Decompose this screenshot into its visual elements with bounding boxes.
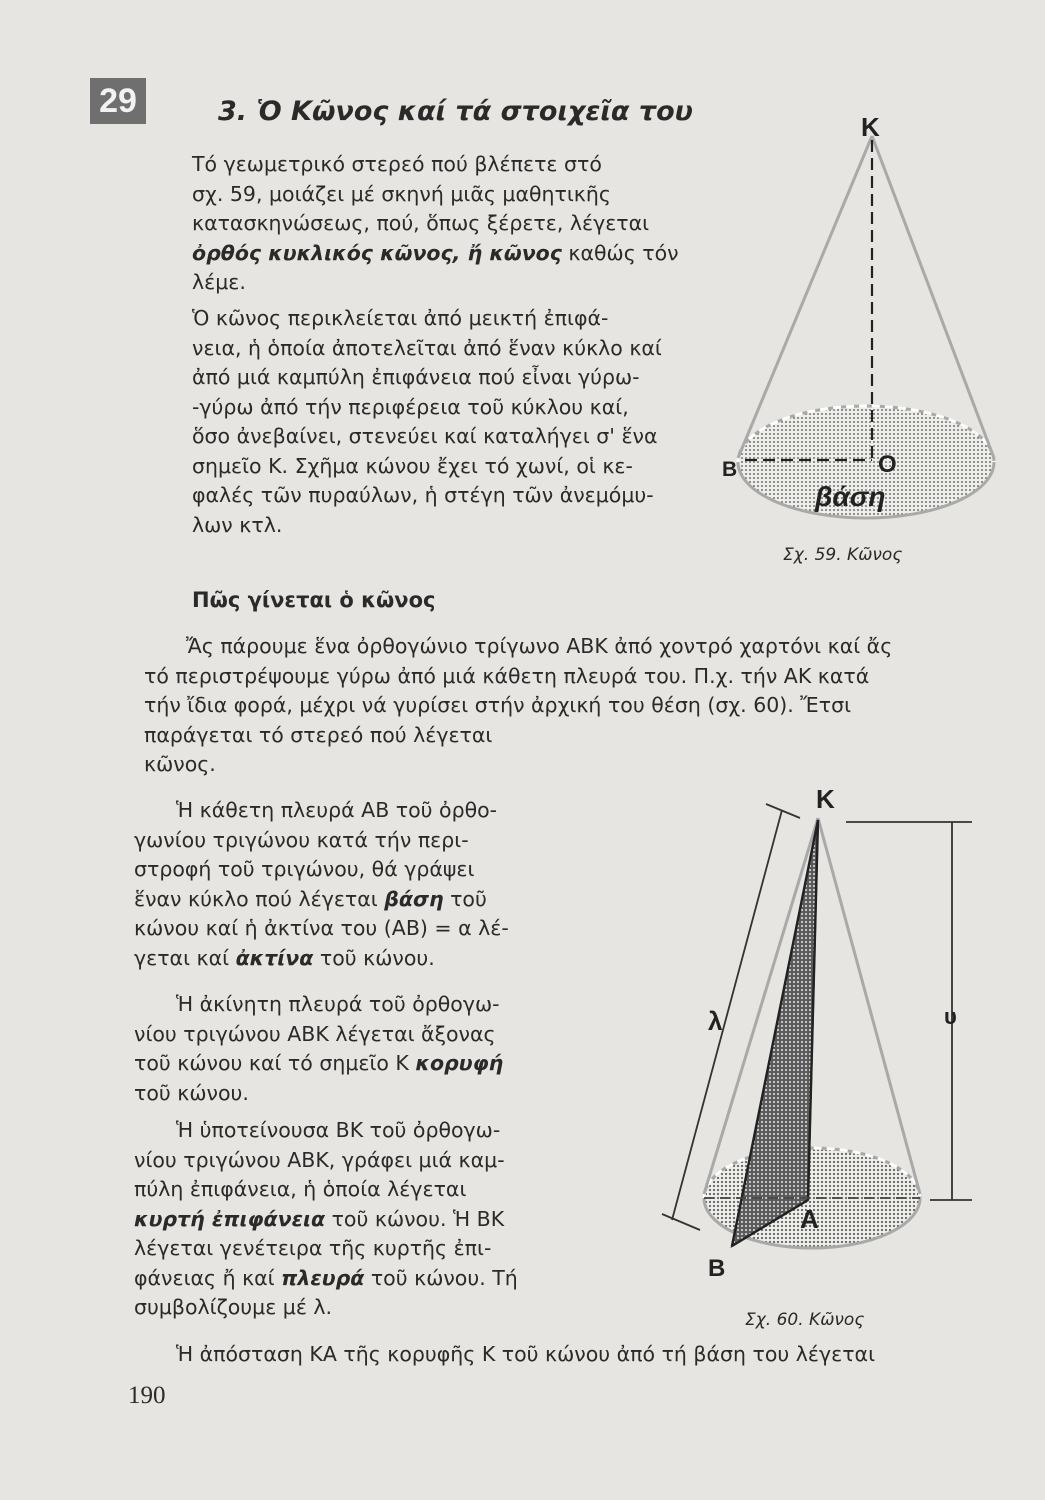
paragraph-line: πύλη ἐπιφάνεια, ἡ ὁποία λέγεται [134,1177,467,1201]
paragraph-line: τήν ἴδια φορά, μέχρι νά γυρίσει στήν ἀρχική του θέση (σχ. 60). Ἔτσι [144,693,851,717]
term-base: βάση [384,886,444,911]
paragraph-line: κῶνος. [144,752,216,776]
figure-59-b-label: Β [722,458,738,481]
paragraph-line: ἕναν κύκλο πού λέγεται βάση τοῦ [134,886,487,911]
cone-60-right-side [818,818,920,1194]
figure-59-caption: Σχ. 59. Κῶνος [783,545,903,565]
paragraph-line: Ἄς πάρουμε ἕνα ὀρθογώνιο τρίγωνο ΑΒΚ ἀπό χοντρό χαρτόνι καί ἄς [186,634,893,658]
paragraph-line: Ἡ κάθετη πλευρά ΑΒ τοῦ ὀρθο- [176,798,498,822]
figure-60-u-label: υ [944,1004,957,1029]
paragraph-line: Ἡ ἀκίνητη πλευρά τοῦ ὀρθογω- [176,992,500,1016]
term-apex: κορυφή [415,1051,504,1075]
subsection-title: Πῶς γίνεται ὁ κῶνος [192,588,436,612]
term-lateral-surface: κυρτή ἐπιφάνεια [134,1206,326,1231]
intro-line: λέμε. [192,270,246,294]
paragraph-line: τοῦ κώνου. [134,1080,249,1105]
paragraph-line: στροφή τοῦ τριγώνου, θά γράψει [134,857,475,881]
figure-60-lambda-label: λ [708,1006,723,1036]
paragraph-line: λων κτλ. [192,512,283,537]
page-number: 190 [128,1382,166,1409]
paragraph-line: ἀπό μιά καμπύλη ἐπιφάνεια πού εἶναι γύρω- [192,365,640,389]
section-title: 3. Ὁ Κῶνος καί τά στοιχεῖα του [218,96,693,127]
paragraph-line: Ἡ ὑποτείνουσα ΒΚ τοῦ ὀρθογω- [176,1118,501,1142]
paragraph-line: λέγεται γενέτειρα τῆς κυρτῆς ἐπι- [134,1236,492,1260]
paragraph-line: γωνίου τριγώνου κατά τήν περι- [134,827,469,852]
figure-60-caption: Σχ. 60. Κῶνος [745,1310,865,1330]
slant-dimension-tick-bottom [662,1214,700,1230]
paragraph-line: φαλές τῶν πυραύλων, ἡ στέγη τῶν ἀνεμόμυ- [192,483,654,507]
paragraph-line: κώνου καί ἡ ἀκτίνα του (ΑΒ) = α λέ- [134,916,509,940]
paragraph-line: -γύρω ἀπό τήν περιφέρεια τοῦ κύκλου καί, [192,394,629,419]
intro-line: σχ. 59, μοιάζει μέ σκηνή μιᾶς μαθητικῆς [192,181,611,206]
lesson-number-badge: 29 [90,78,146,124]
paragraph-line: νίου τριγώνου ΑΒΚ λέγεται ἄξονας [134,1021,496,1046]
paragraph-line: γεται καί ἀκτίνα τοῦ κώνου. [134,945,435,970]
paragraph-line: νίου τριγώνου ΑΒΚ, γράφει μιά καμ- [134,1147,505,1172]
figure-60-a-label: Α [800,1204,819,1234]
paragraph-line: τοῦ κώνου καί τό σημεῖο Κ κορυφή [134,1051,504,1075]
figure-59-apex-label: Κ [861,112,880,142]
figure-59-o-label: Ο [878,451,897,478]
height-paragraph: Ἡ ἀπόσταση ΚΑ τῆς κορυφῆς Κ τοῦ κώνου ἀπό τή βάση του λέγεται [176,1342,876,1366]
paragraph-line: Ὁ κῶνος περικλείεται ἀπό μεικτή ἐπιφά- [192,306,609,330]
figure-59-base-label: βάση [815,481,886,512]
cone-60-drawing [662,784,972,1282]
paragraph-line: κυρτή ἐπιφάνεια τοῦ κώνου. Ἡ ΒΚ [134,1206,505,1231]
paragraph-line: σημεῖο Κ. Σχῆμα κώνου ἔχει τό χωνί, οἱ κε- [192,453,633,478]
figure-60-apex-label: Κ [816,784,835,814]
paragraph-line: φάνειας ἤ καί πλευρά τοῦ κώνου. Τή [134,1265,518,1290]
paragraph-line: συμβολίζουμε μέ λ. [134,1295,333,1319]
paragraph-line: τό περιστρέψουμε γύρω ἀπό μιά κάθετη πλευρά του. Π.χ. τήν ΑΚ κατά [144,663,870,688]
term-radius: ἀκτίνα [235,945,314,970]
cone-definition-term: ὀρθός κυκλικός κῶνος, ἤ κῶνος [192,240,562,265]
intro-line: ὀρθός κυκλικός κῶνος, ἤ κῶνος καθώς τόν [192,240,679,265]
paragraph-line: παράγεται τό στερεό πού λέγεται [144,722,493,747]
figure-60-b-label: Β [708,1255,726,1282]
term-slant-side: πλευρά [281,1265,365,1290]
slant-dimension-tick-top [766,804,800,818]
paragraph-line: ὅσο ἀνεβαίνει, στενεύει καί καταλήγει σ' ἕνα [192,424,658,448]
intro-line: κατασκηνώσεως, πού, ὅπως ξέρετε, λέγεται [192,211,650,235]
paragraph-line: νεια, ἡ ὁποία ἀποτελεῖται ἀπό ἕναν κύκλο καί [192,335,662,360]
intro-line: Τό γεωμετρικό στερεό πού βλέπετε στό [192,152,602,176]
